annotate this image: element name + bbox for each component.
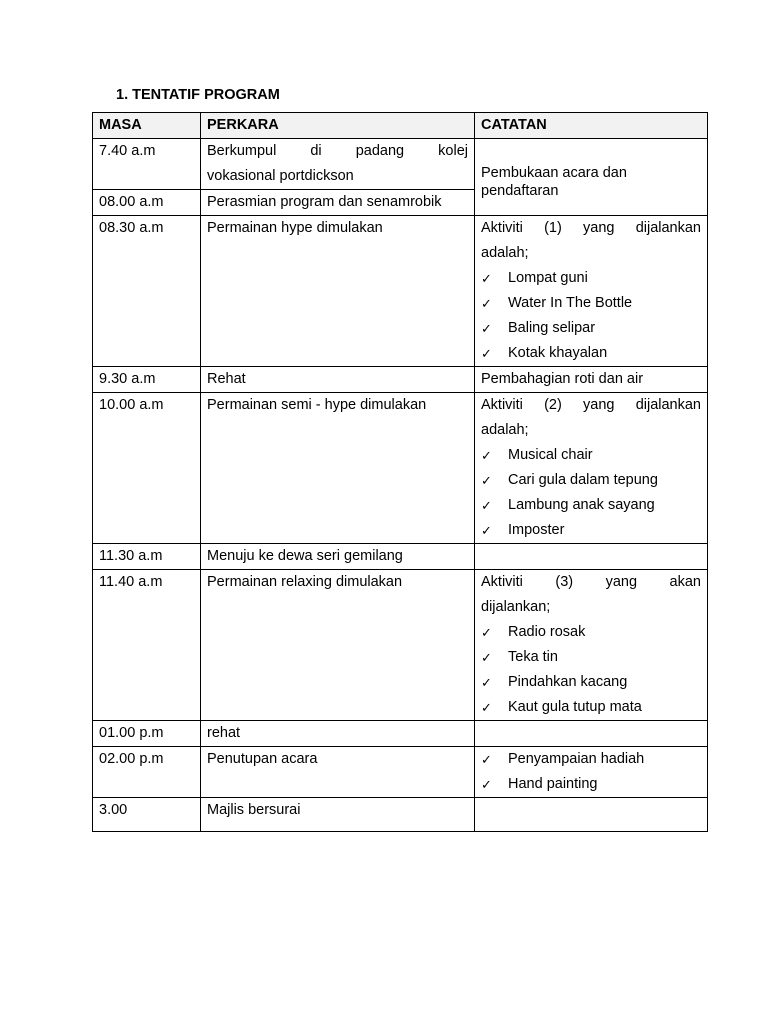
list-item: ✓ Cari gula dalam tepung — [481, 468, 701, 493]
cell-perkara: Penutupan acara — [201, 747, 475, 798]
activity-intro: adalah; — [481, 245, 529, 261]
cell-masa: 10.00 a.m — [93, 393, 201, 544]
check-icon: ✓ — [481, 752, 492, 767]
cell-masa: 01.00 p.m — [93, 721, 201, 747]
header-catatan: CATATAN — [475, 113, 708, 139]
cell-catatan-merged: Pembukaan acara dan pendaftaran — [475, 139, 708, 216]
activity-intro: adalah; — [481, 422, 529, 438]
table-row — [93, 721, 708, 747]
cell-catatan — [475, 216, 708, 367]
table-row — [93, 570, 708, 721]
list-item: ✓ Water In The Bottle — [481, 291, 701, 316]
perkara-line: Berkumpul di padang kolej — [207, 143, 468, 159]
cell-masa: 11.30 a.m — [93, 544, 201, 570]
check-icon: ✓ — [481, 625, 492, 640]
cell-perkara: Rehat — [201, 367, 475, 393]
activity-list — [481, 620, 701, 720]
cell-catatan — [475, 747, 708, 798]
check-icon: ✓ — [481, 650, 492, 665]
list-item: ✓ Lambung anak sayang — [481, 493, 701, 518]
check-icon: ✓ — [481, 448, 492, 463]
check-icon: ✓ — [481, 271, 492, 286]
program-schedule-table — [92, 112, 708, 832]
cell-masa: 08.00 a.m — [93, 190, 201, 216]
activity-list — [481, 443, 701, 543]
list-item: ✓ Penyampaian hadiah — [481, 747, 701, 772]
cell-catatan — [475, 570, 708, 721]
cell-perkara: Permainan hype dimulakan — [201, 216, 475, 367]
cell-perkara: Menuju ke dewa seri gemilang — [201, 544, 475, 570]
table-row — [93, 139, 708, 190]
list-item: ✓ Radio rosak — [481, 620, 701, 645]
table-row — [93, 544, 708, 570]
cell-catatan — [475, 544, 708, 570]
list-item: ✓ Imposter — [481, 518, 701, 543]
check-icon: ✓ — [481, 777, 492, 792]
cell-masa: 11.40 a.m — [93, 570, 201, 721]
activity-intro: Aktiviti (3) yang akan — [481, 574, 701, 590]
table-row — [93, 798, 708, 832]
list-item: ✓ Lompat guni — [481, 266, 701, 291]
section-title: 1. TENTATIF PROGRAM — [116, 87, 280, 103]
cell-perkara: Perasmian program dan senamrobik — [201, 190, 475, 216]
check-icon: ✓ — [481, 296, 492, 311]
activity-intro: dijalankan; — [481, 599, 551, 615]
cell-perkara: Majlis bersurai — [201, 798, 475, 832]
table-row — [93, 216, 708, 367]
cell-perkara: Permainan semi - hype dimulakan — [201, 393, 475, 544]
cell-masa: 08.30 a.m — [93, 216, 201, 367]
header-masa: MASA — [93, 113, 201, 139]
cell-perkara: Permainan relaxing dimulakan — [201, 570, 475, 721]
list-item: ✓ Hand painting — [481, 772, 701, 797]
check-icon: ✓ — [481, 346, 492, 361]
cell-catatan: Pembahagian roti dan air — [475, 367, 708, 393]
cell-masa: 7.40 a.m — [93, 139, 201, 190]
check-icon: ✓ — [481, 523, 492, 538]
list-item: ✓ Musical chair — [481, 443, 701, 468]
cell-masa: 9.30 a.m — [93, 367, 201, 393]
cell-perkara — [201, 139, 475, 190]
activity-intro: Aktiviti (2) yang dijalankan — [481, 397, 701, 413]
list-item: ✓ Teka tin — [481, 645, 701, 670]
list-item: ✓ Kotak khayalan — [481, 341, 701, 366]
table-header-row — [93, 113, 708, 139]
cell-catatan — [475, 798, 708, 832]
cell-masa: 3.00 — [93, 798, 201, 832]
check-icon: ✓ — [481, 700, 492, 715]
list-item: ✓ Baling selipar — [481, 316, 701, 341]
table-row — [93, 367, 708, 393]
check-icon: ✓ — [481, 498, 492, 513]
activity-list — [481, 747, 701, 797]
cell-perkara: rehat — [201, 721, 475, 747]
activity-list — [481, 266, 701, 366]
check-icon: ✓ — [481, 321, 492, 336]
perkara-line: vokasional portdickson — [207, 168, 354, 184]
list-item: ✓ Pindahkan kacang — [481, 670, 701, 695]
list-item: ✓ Kaut gula tutup mata — [481, 695, 701, 720]
cell-catatan — [475, 721, 708, 747]
table-row — [93, 393, 708, 544]
table-row — [93, 747, 708, 798]
check-icon: ✓ — [481, 473, 492, 488]
cell-catatan — [475, 393, 708, 544]
check-icon: ✓ — [481, 675, 492, 690]
activity-intro: Aktiviti (1) yang dijalankan — [481, 220, 701, 236]
header-perkara: PERKARA — [201, 113, 475, 139]
cell-masa: 02.00 p.m — [93, 747, 201, 798]
